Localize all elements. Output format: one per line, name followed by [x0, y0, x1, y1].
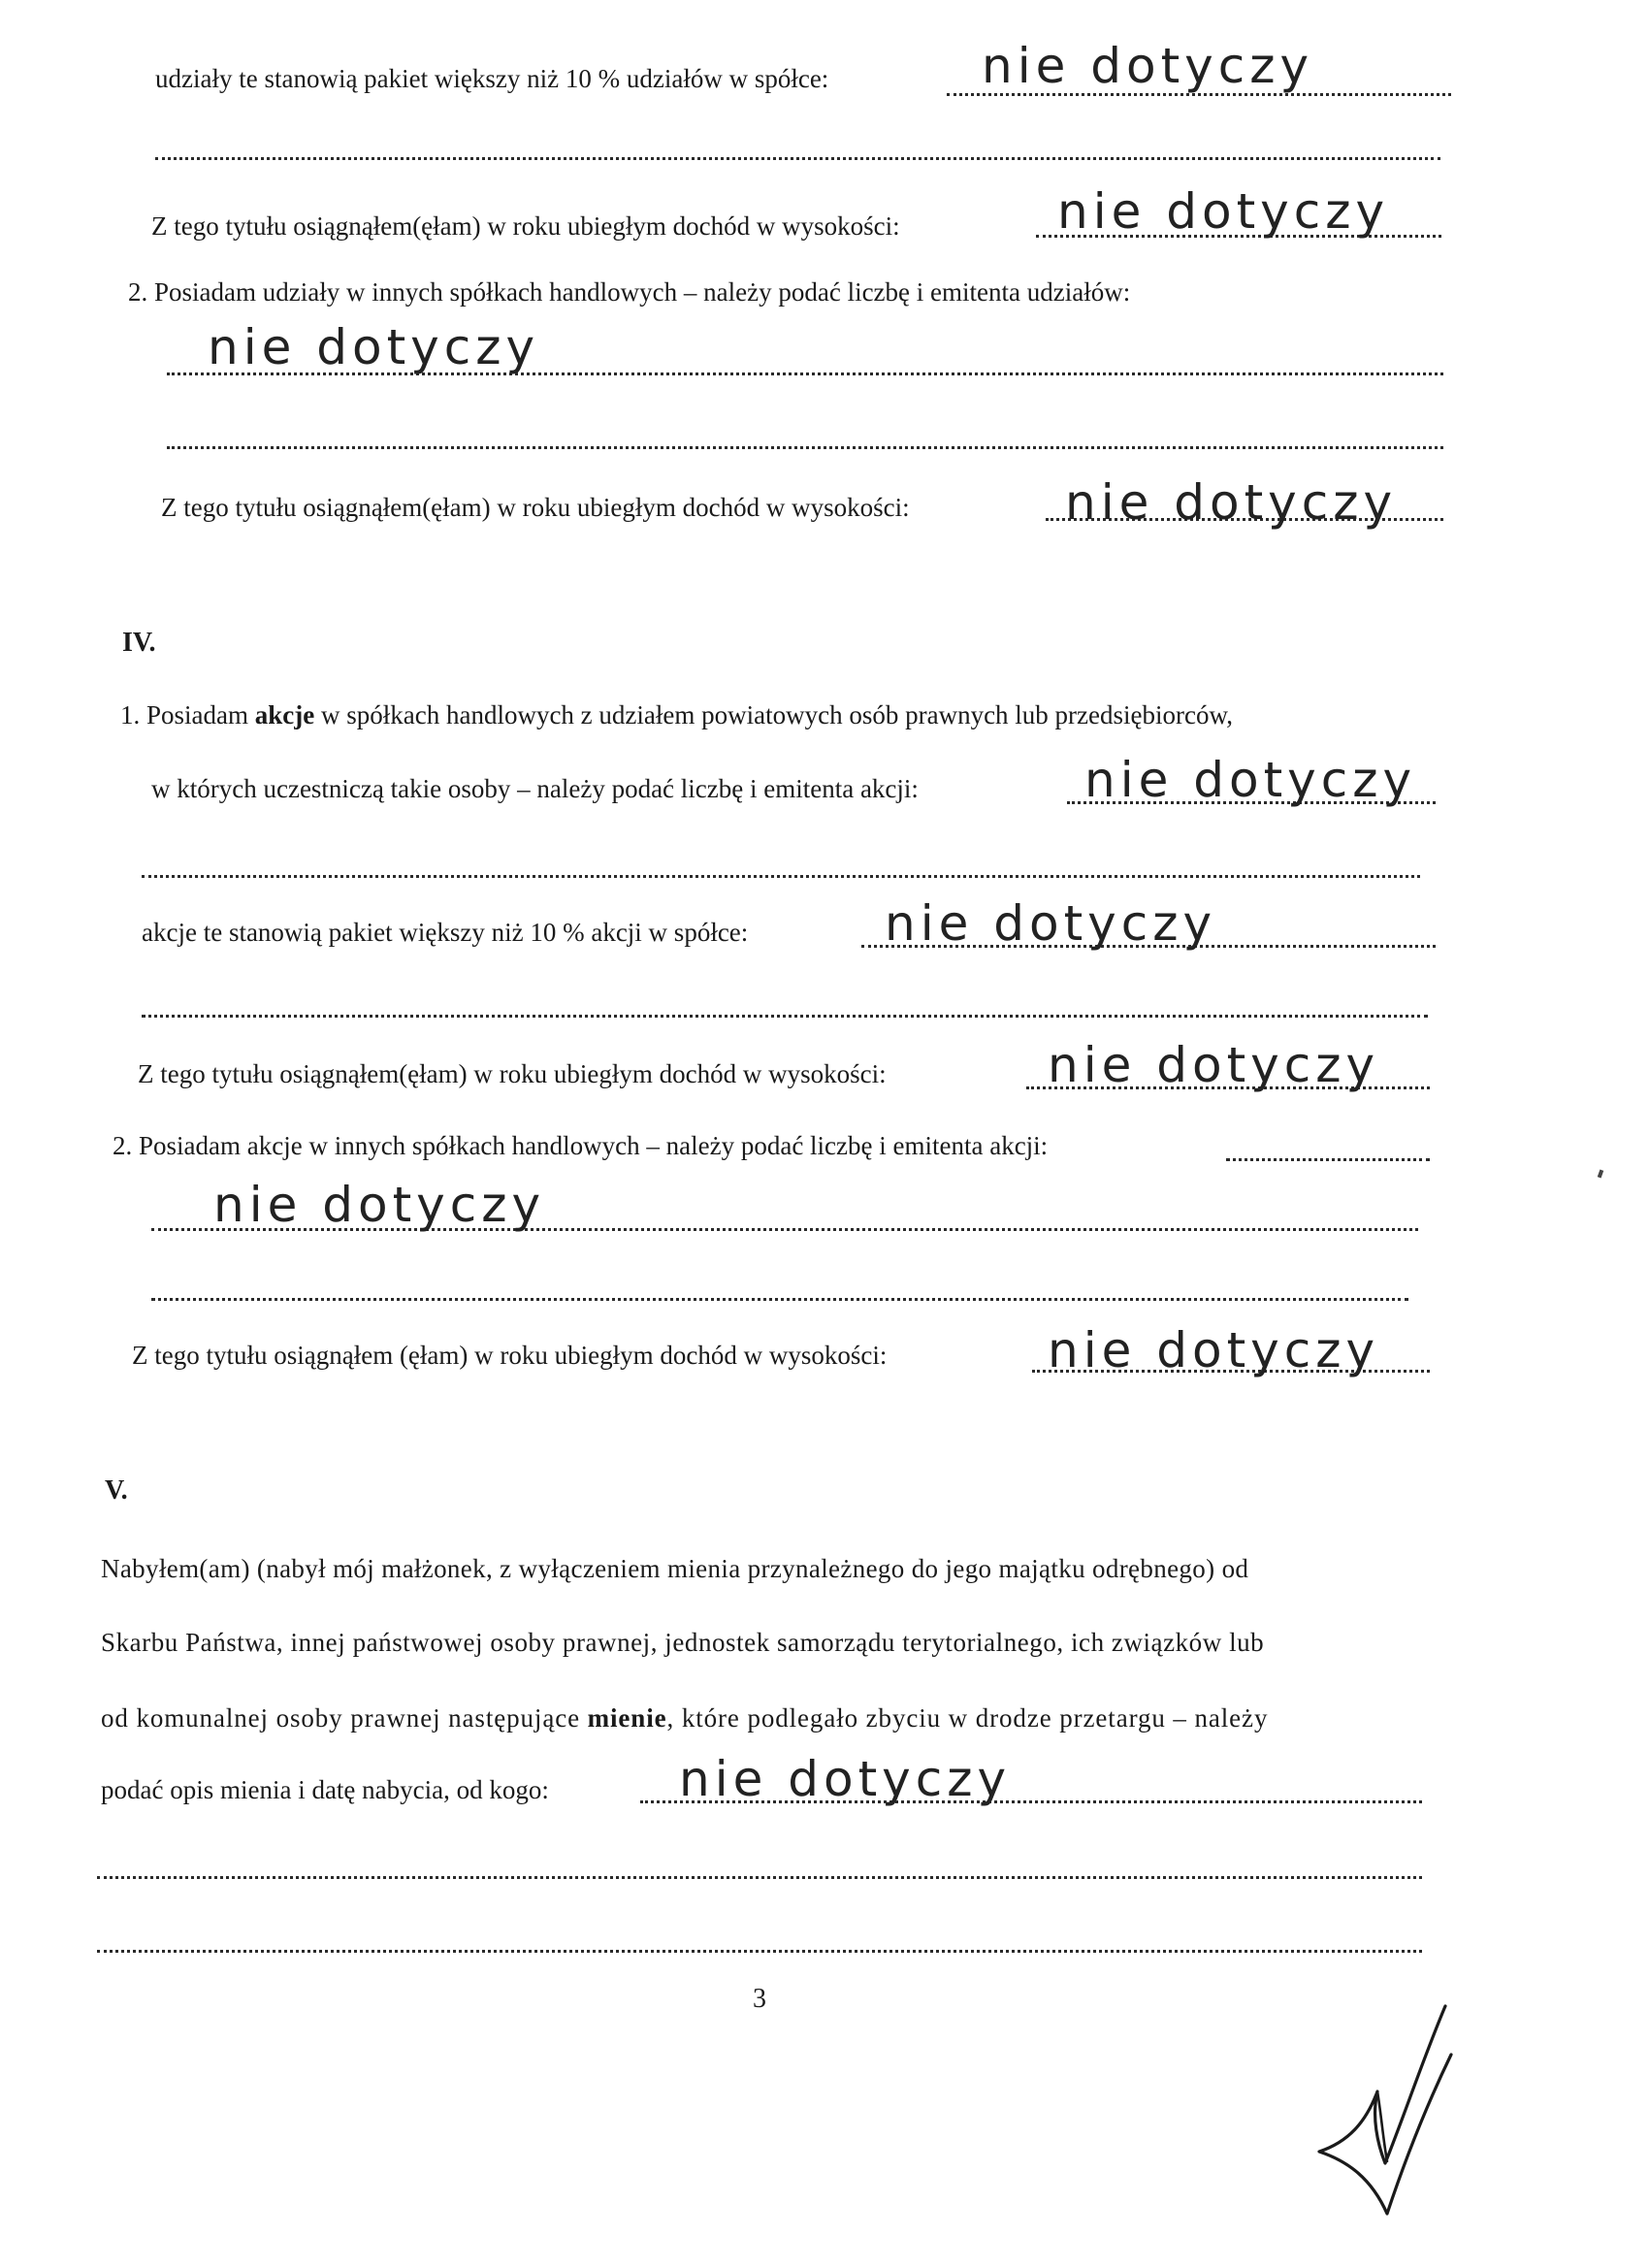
text-income: Z tego tytułu osiągnąłem (ęłam) w roku ubiegłym dochód w wysokości: — [132, 1341, 888, 1370]
handwritten-answer: nie dotyczy — [885, 895, 1217, 952]
fill-line — [142, 871, 1420, 878]
text-fragment: 1. Posiadam — [120, 700, 255, 729]
text-income: Z tego tytułu osiągnąłem(ęłam) w roku ubiegłym dochód w wysokości: — [138, 1059, 887, 1088]
fill-line — [142, 1011, 1428, 1018]
text-income: Z tego tytułu osiągnąłem(ęłam) w roku ubiegłym dochód w wysokości: — [151, 211, 900, 241]
text-item-2-udzialy: 2. Posiadam udziały w innych spółkach handlowych – należy podać liczbę i emitenta udziałów: — [128, 277, 1131, 307]
handwritten-answer: nie dotyczy — [213, 1177, 546, 1233]
handwritten-answer: nie dotyczy — [1084, 752, 1417, 808]
fill-line — [97, 1872, 1422, 1879]
fill-line — [97, 1946, 1422, 1953]
section-heading-v: V. — [105, 1475, 128, 1506]
handwritten-answer: nie dotyczy — [208, 319, 540, 375]
text-income: Z tego tytułu osiągnąłem(ęłam) w roku ubiegłym dochód w wysokości: — [161, 493, 910, 522]
text-para-line3 — [101, 1701, 1268, 1734]
fill-line — [167, 442, 1443, 449]
section-heading-iv: IV. — [122, 628, 156, 658]
text-para-line4: podać opis mienia i datę nabycia, od kogo: — [101, 1775, 549, 1804]
handwritten-answer: nie dotyczy — [1048, 1037, 1380, 1093]
text-para-line1: Nabyłem(am) (nabył mój małżonek, z wyłączeniem mienia przynależnego do jego majątku odrębnego) od — [101, 1554, 1249, 1583]
text-akcje-pakiet: akcje te stanowią pakiet większy niż 10 % akcji w spółce: — [142, 918, 749, 947]
bold-akcje: akcje — [254, 700, 315, 729]
text-fragment: od komunalnej osoby prawnej następujące — [101, 1703, 588, 1733]
handwritten-answer: nie dotyczy — [982, 38, 1314, 94]
scan-speck — [1598, 1170, 1603, 1179]
fill-line — [1226, 1154, 1430, 1161]
fill-line — [151, 1294, 1408, 1301]
text-item-1-line2: w których uczestniczą takie osoby – należy podać liczbę i emitenta akcji: — [151, 774, 919, 803]
handwritten-answer: nie dotyczy — [1057, 183, 1390, 240]
handwritten-answer: nie dotyczy — [1065, 474, 1398, 531]
page-number: 3 — [753, 1984, 766, 2014]
text-fragment: w spółkach handlowych z udziałem powiatowych osób prawnych lub przedsiębiorców, — [314, 700, 1233, 729]
bold-mienie: mienie — [587, 1703, 667, 1733]
text-udzialy-pakiet: udziały te stanowią pakiet większy niż 10 % udziałów w spółce: — [155, 64, 829, 93]
text-item-2-akcje: 2. Posiadam akcje w innych spółkach handlowych – należy podać liczbę i emitenta akcji: — [113, 1131, 1049, 1160]
signature-mark — [1310, 1998, 1465, 2221]
text-fragment: , które podlegało zbyciu w drodze przetargu – należy — [666, 1703, 1269, 1733]
text-item-1-akcje — [120, 698, 1233, 731]
fill-line — [155, 153, 1440, 160]
handwritten-answer: nie dotyczy — [1048, 1322, 1380, 1378]
text-para-line2: Skarbu Państwa, innej państwowej osoby prawnej, jednostek samorządu terytorialnego, ich związków lub — [101, 1628, 1265, 1657]
handwritten-answer: nie dotyczy — [679, 1751, 1012, 1807]
